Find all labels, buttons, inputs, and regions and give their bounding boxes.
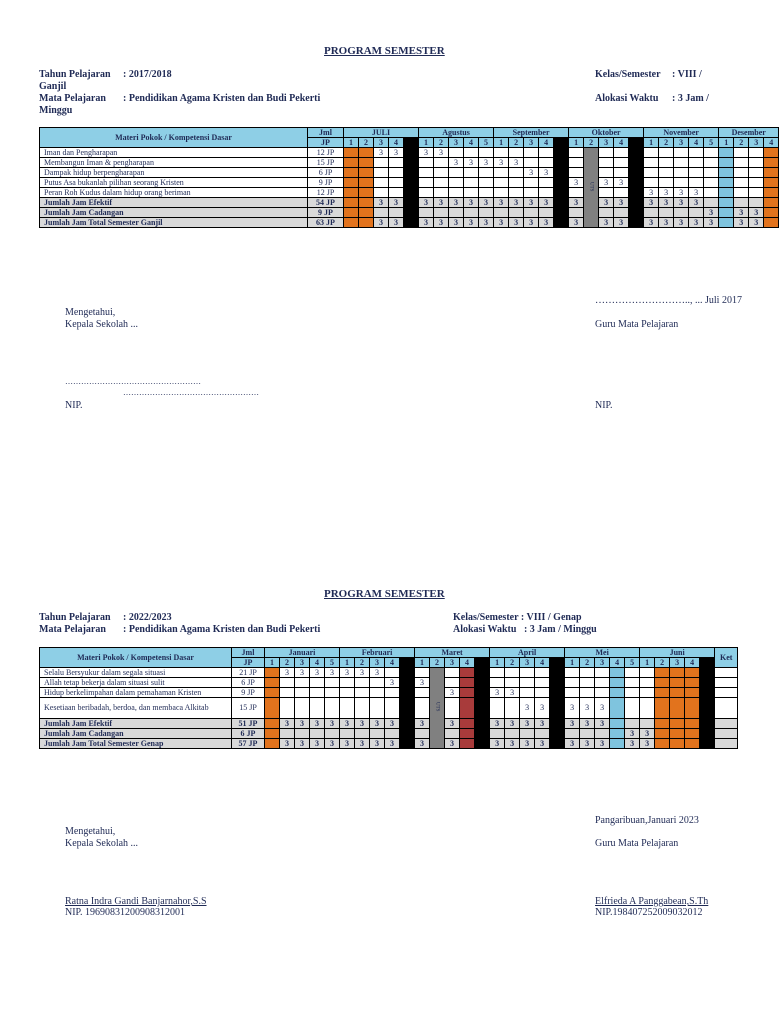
table-row: Membangun Iman & pengharapan 15 JP 3 3 3 3 3	[40, 158, 779, 168]
doc1-sign-line-1: ……………………………………………	[65, 377, 201, 386]
table-row: Peran Roh Kudus dalam hidup orang beriman 12 JP 3 3 3 3	[40, 188, 779, 198]
doc2-kepsek: Kepala Sekolah ...	[65, 838, 139, 849]
doc2-kepsek-nip: NIP. 19690831200908312001	[65, 907, 186, 918]
doc2-place-date: Pangaribuan,Januari 2023	[595, 815, 699, 826]
doc1-tahun-value: : 2017/2018	[123, 69, 172, 80]
doc2-guru-name: Elfrieda A Panggabean,S.Th	[595, 896, 709, 907]
doc1-semester-word: Ganjil	[39, 81, 67, 92]
doc1-alokasi-label: Alokasi Waktu	[595, 93, 659, 104]
doc2-uts-label: UTS	[434, 702, 440, 712]
doc1-mengetahui: Mengetahui,	[65, 307, 116, 318]
table-row: Jumlah Jam Total Semester Genap 57 JP 3 3 3 3 3 3 3 3 3 3 3 3 3 3 3 3 3 3 3	[40, 739, 738, 749]
doc1-col-materi: Materi Pokok / Kompetensi Dasar	[40, 128, 308, 148]
doc2-kepsek-name: Ratna Indra Gandi Banjarnahor,S.S	[65, 896, 207, 907]
doc1-month-juli: JULI	[344, 128, 419, 138]
doc1-tahun-label: Tahun Pelajaran	[39, 69, 111, 80]
table-row: Iman dan Pengharapan 12 JP 3 3 3 3 UTS	[40, 148, 779, 158]
doc2-tahun-value: : 2022/2023	[123, 612, 172, 623]
doc1-month-agustus: Agustus	[419, 128, 494, 138]
doc2-col-ket: Ket	[715, 648, 738, 668]
doc1-month-september: September	[494, 128, 569, 138]
doc2-col-materi: Materi Pokok / Kompetensi Dasar	[40, 648, 232, 668]
doc2-mapel-label: Mata Pelajaran	[39, 624, 106, 635]
doc2-col-jml: Jml	[232, 648, 265, 658]
doc1-place-date: ……………………….., ... Juli 2017	[595, 295, 742, 306]
doc1-month-oktober: Oktober	[569, 128, 644, 138]
table-row: Allah tetap bekerja dalam situasi sulit 6 JP 3 3	[40, 678, 738, 688]
doc2-mengetahui: Mengetahui,	[65, 826, 116, 837]
table-row: Jumlah Jam Efektif 54 JP 3 3 3 3 3 3 3 3 3 3 3 3 3 3 3 3 3 3	[40, 198, 779, 208]
doc2-month-april: April	[490, 648, 565, 658]
doc1-guru: Guru Mata Pelajaran	[595, 319, 679, 330]
doc1-title: PROGRAM SEMESTER	[324, 45, 445, 57]
table-row: Putus Asa bukanlah pilihan seorang Kristen 9 JP 3 3 3	[40, 178, 779, 188]
doc2-title: PROGRAM SEMESTER	[324, 588, 445, 600]
doc1-uts-label: UTS	[588, 181, 594, 192]
doc2-semester-table: Materi Pokok / Kompetensi Dasar Jml Januari Februari Maret April Mei Juni Ket JP 1 2 3 4 5 1 2 3 4 1 2 3 4 1 2 3 4 1 2 3 4 5 1 2 3 4 Selalu Bersyukur dalam segala situasi 21 JP 3 3 3 3 3 3 3 UTS Allah tetap bekerja dalam situasi sulit 6 JP 3 3 Hidup berkelimpahan dalam pemahaman Kristen 9 JP 3 3 3 Kesetiaan beribadah, berdoa, dan membaca Alkitab 15 JP 3 3 3 3 3 Jumlah Jam Efektif 51 JP 3 3 3 3 3 3 3 3 3 3 3 3 3 3 3 3 3 Jumlah Jam Cadangan 6 JP 3 3 Jumlah Jam Total Semester Genap 57 JP 3 3 3 3 3 3 3 3 3 3 3 3 3 3 3 3 3 3 3	[39, 647, 738, 749]
doc1-sign-line-2: ……………………………………………	[123, 388, 259, 397]
doc2-guru-nip: NIP.198407252009032012	[595, 907, 703, 918]
doc2-col-jp: JP	[232, 658, 265, 668]
table-row: Selalu Bersyukur dalam segala situasi 21 JP 3 3 3 3 3 3 3 UTS	[40, 668, 738, 678]
doc2-month-maret: Maret	[415, 648, 490, 658]
doc1-kelas-value: : VIII /	[672, 69, 702, 80]
table-row: Jumlah Jam Efektif 51 JP 3 3 3 3 3 3 3 3 3 3 3 3 3 3 3 3 3	[40, 719, 738, 729]
table-row: Jumlah Jam Cadangan 6 JP 3 3	[40, 729, 738, 739]
doc1-nip-left: NIP.	[65, 400, 83, 411]
table-row: Jumlah Jam Total Semester Ganjil 63 JP 3 3 3 3 3 3 3 3 3 3 3 3 3 3 3 3 3 3 3 3 3	[40, 218, 779, 228]
doc2-month-juni: Juni	[640, 648, 715, 658]
doc1-minggu-word: Minggu	[39, 105, 73, 116]
doc2-guru: Guru Mata Pelajaran	[595, 838, 679, 849]
doc1-semester-table: Materi Pokok / Kompetensi Dasar Jml JULI Agustus September Oktober November Desember JP 1 2 3 4 1 2 3 4 5 1 2 3 4 1 2 3 4 1 2 3 4 5 1 2 3 4 Iman dan Pengharapan 12 JP 3 3 3 3 UTS Membangun Iman & pengharapan 15 JP 3 3 3 3 3 Dampak hidup berpengharapan 6 JP 3 3 Putus Asa bukanlah pilihan seorang Kristen 9 JP 3 3 3 Peran Roh Kudus dalam hidup orang beriman 12 JP 3 3 3 3 Jumlah Jam Efektif 54 JP 3 3 3 3 3 3 3 3 3 3 3 3 3 3 3 3 3 3 Jumlah Jam Cadangan 9 JP 3 3 3 Jumlah Jam Total Semester Ganjil 63 JP 3 3 3 3 3 3 3 3 3 3 3 3 3 3 3 3 3 3 3 3 3	[39, 127, 779, 228]
table-row: Hidup berkelimpahan dalam pemahaman Kristen 9 JP 3 3 3	[40, 688, 738, 698]
doc1-month-desember: Desember	[719, 128, 779, 138]
doc2-kelas-line: Kelas/Semester : VIII / Genap	[453, 612, 582, 623]
doc2-mapel-value: : Pendidikan Agama Kristen dan Budi Pekerti	[123, 624, 321, 635]
doc1-col-jml: Jml	[308, 128, 344, 138]
doc2-month-januari: Januari	[265, 648, 340, 658]
table-row: Kesetiaan beribadah, berdoa, dan membaca Alkitab 15 JP 3 3 3 3 3	[40, 698, 738, 719]
doc2-alokasi-line: Alokasi Waktu : 3 Jam / Minggu	[453, 624, 597, 635]
doc2-month-mei: Mei	[565, 648, 640, 658]
doc1-alokasi-value: : 3 Jam /	[672, 93, 709, 104]
doc2-month-februari: Februari	[340, 648, 415, 658]
doc1-kelas-label: Kelas/Semester	[595, 69, 661, 80]
table-row: Dampak hidup berpengharapan 6 JP 3 3	[40, 168, 779, 178]
doc2-tahun-label: Tahun Pelajaran	[39, 612, 111, 623]
table-row: Jumlah Jam Cadangan 9 JP 3 3 3	[40, 208, 779, 218]
doc1-month-november: November	[644, 128, 719, 138]
doc1-mapel-label: Mata Pelajaran	[39, 93, 106, 104]
doc1-nip-right: NIP.	[595, 400, 613, 411]
doc1-col-jp: JP	[308, 138, 344, 148]
doc1-kepsek: Kepala Sekolah ...	[65, 319, 139, 330]
doc1-mapel-value: : Pendidikan Agama Kristen dan Budi Pekerti	[123, 93, 321, 104]
